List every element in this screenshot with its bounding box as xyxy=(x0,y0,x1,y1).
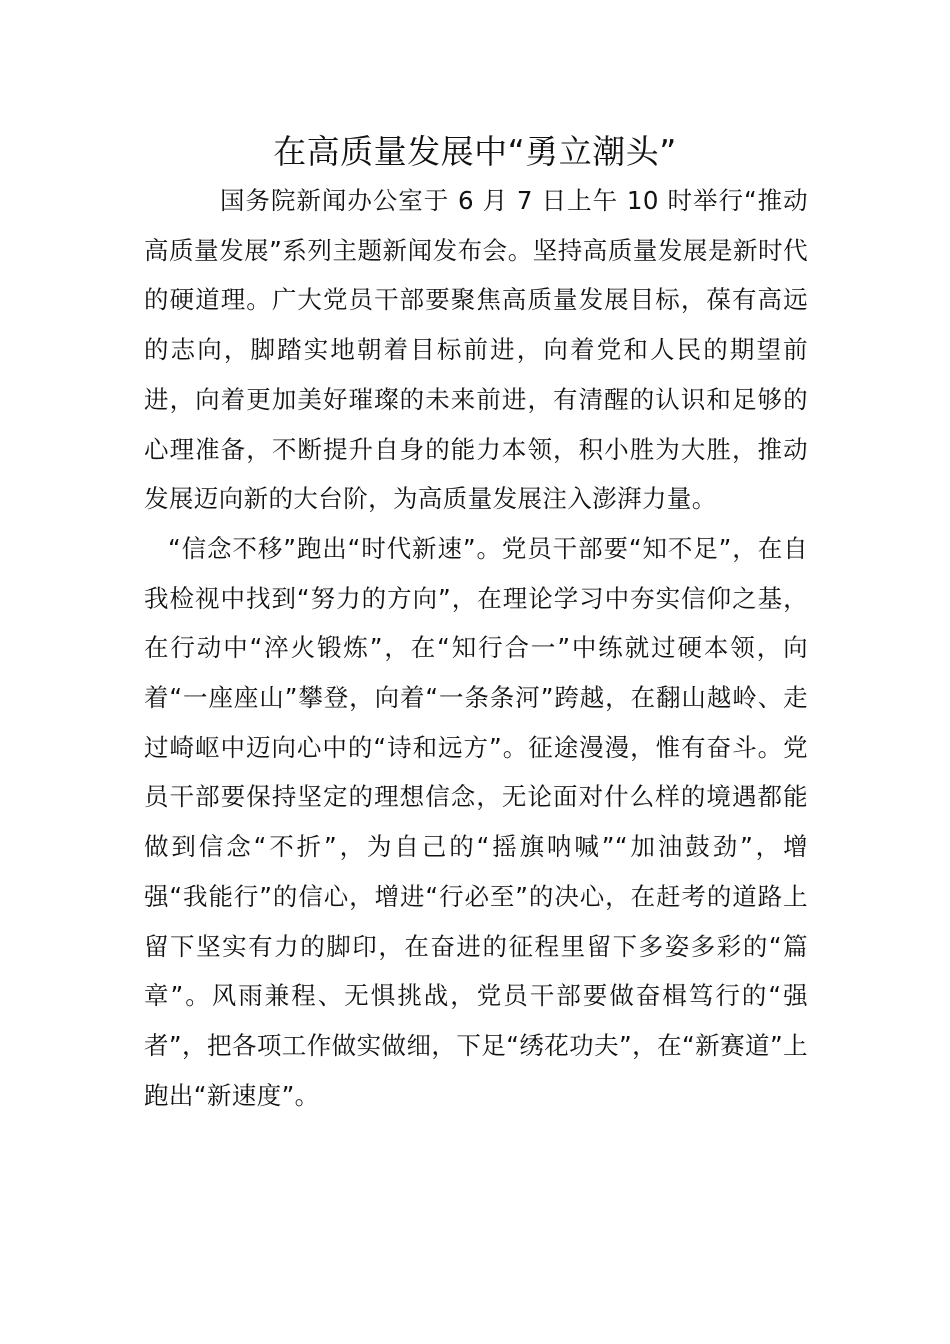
paragraph-intro: 国务院新闻办公室于 6 月 7 日上午 10 时举行“推动高质量发展”系列主题新闻发布会。坚持高质量发展是新时代的硬道理。广大党员干部要聚焦高质量发展目标，葆有高远的志向，脚踏实地朝着目标前进，向着党和人民的期望前进，向着更加美好璀璨的未来前进，有清醒的认识和足够的心理准备，不断提升自身的能力本领，积小胜为大胜，推动发展迈向新的大台阶，为高质量发展注入澎湃力量。 xyxy=(144,186,808,514)
document-body xyxy=(144,176,808,1120)
document-title: 在高质量发展中“勇立潮头” xyxy=(273,132,677,171)
paragraph-faith: “信念不移”跑出“时代新速”。党员干部要“知不足”，在自我检视中找到“努力的方向”，在理论学习中夯实信仰之基，在行动中“淬火锻炼”，在“知行合一”中练就过硬本领，向着“一座座山”攀登，向着“一条条河”跨越，在翻山越岭、走过崎岖中迈向心中的“诗和远方”。征途漫漫，惟有奋斗。党员干部要保持坚定的理想信念，无论面对什么样的境遇都能做到信念“不折”，为自己的“摇旗呐喊”“加油鼓劲”，增强“我能行”的信心，增进“行必至”的决心，在赶考的道路上留下坚实有力的脚印，在奋进的征程里留下多姿多彩的“篇章”。风雨兼程、无惧挑战，党员干部要做奋楫笃行的“强者”，把各项工作做实做细，下足“绣花功夫”，在“新赛道”上跑出“新速度”。 xyxy=(144,533,808,1110)
